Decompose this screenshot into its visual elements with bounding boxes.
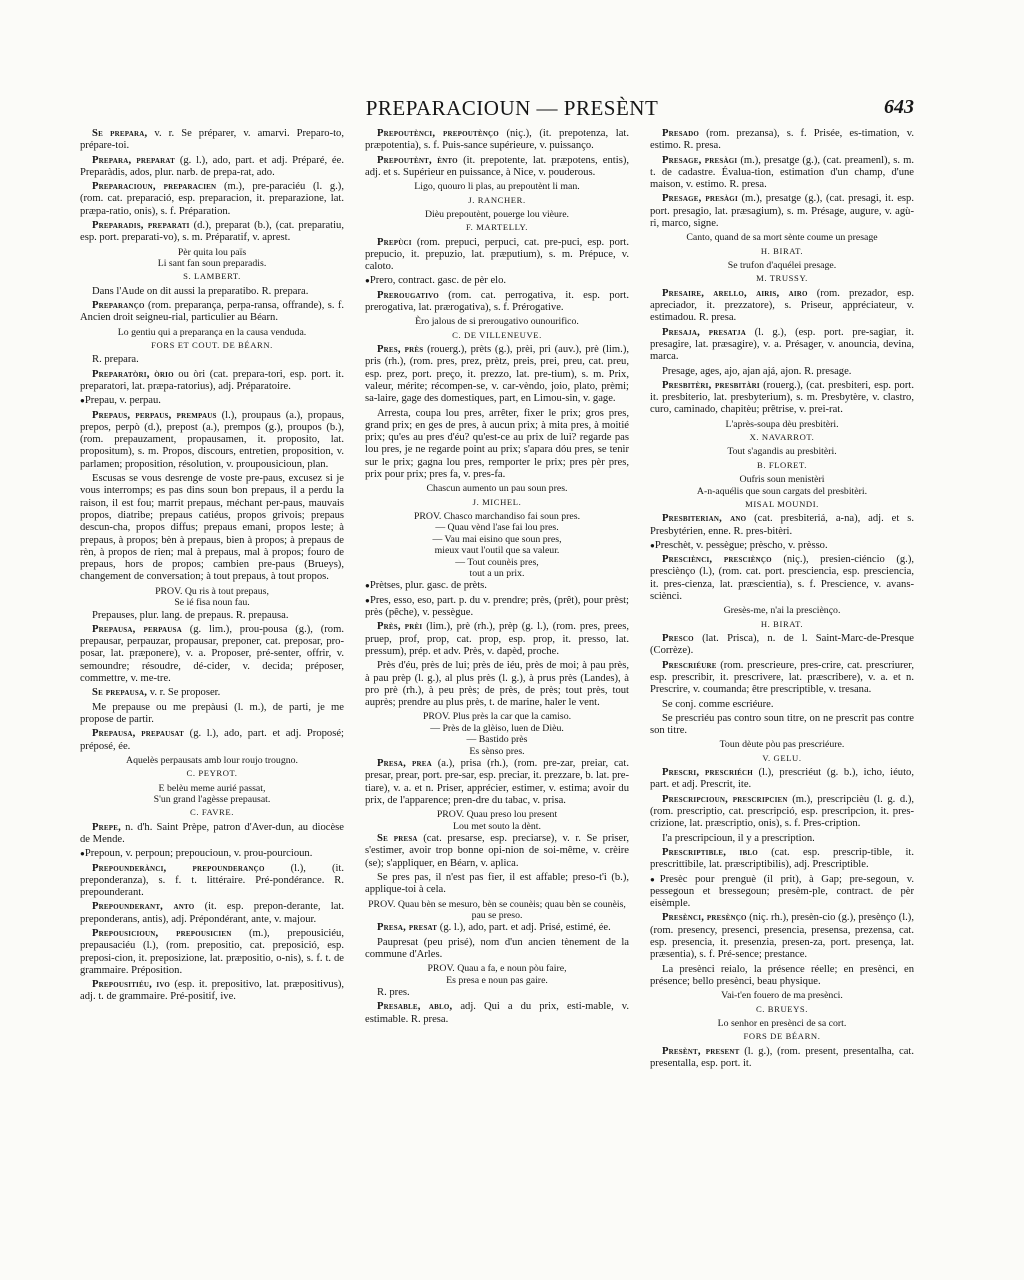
usage-paragraph: Près d'éu, près de lui; près de iéu, près de moi; à pau près, à pau prèp (l. g.), al plus près (l. g.), à prus près (Landes), à pro prè (rh.), à peu près; de près, de près; tout près, tout auprès; prendre au plus près, t. de marine, haler le vent. <box>365 660 629 709</box>
citation-quote: Tout s'agandis au presbitèri. <box>727 446 837 458</box>
citation-author: S. LAMBERT. <box>183 271 241 282</box>
entry-headword: Prepara, preparat <box>92 154 176 166</box>
entry-headword: Prepausa, prepausat <box>92 728 185 740</box>
entry-definition: (m.), prescripcièu (l. g. d.), (rom. prescriptio, cat. prescripció, esp. prescripcion, it. pres-crizione, lat. præscriptio, onis), s. f. Pres-cription. <box>650 793 914 830</box>
entry-headword: Se presa <box>377 833 418 845</box>
entry-definition: (rouerg.), (cat. presbiteri, esp. port. it. presbiterio, lat. presbyterium), s. m. Presbytère, v. clastro, curo, caminado, chapitèu; prêtrise, v. prei-rat. <box>650 379 914 416</box>
dictionary-entry <box>365 344 629 405</box>
entry-definition: (niç.), (it. prepotenza, lat. præpotentia), s. f. Puis-sance supérieure, v. puissanço. <box>365 128 629 152</box>
citation-quote: Aquelès perpausats amb lour roujo trougno. <box>126 754 298 766</box>
dictionary-entry <box>650 128 914 153</box>
usage-paragraph: Presage, ages, ajo, ajan ajá, ajon. R. presage. <box>662 365 852 377</box>
dictionary-entry <box>80 155 344 180</box>
citation-quote: PROV. Quau bèn se mesuro, bèn se counèis; quau bèn se counèis, pau se preso. <box>368 898 626 921</box>
dictionary-entry <box>650 847 914 872</box>
entry-headword: Prescripcioun, prescripcien <box>662 793 788 805</box>
entry-definition: (lat. Prisca), n. de l. Saint-Marc-de-Presque (Corrèze). <box>650 633 914 657</box>
citation-author: FORS ET COUT. DE BÉARN. <box>151 340 273 351</box>
entry-headword: Preparacioun, preparacien <box>92 181 217 193</box>
citation-author: C. FAVRE. <box>189 807 234 818</box>
citation-quote: PROV. Plus près la car que la camiso. — Près de la glèiso, luen de Dièu. — Bastido près Es sènso pres. <box>422 711 572 757</box>
entry-definition: (rom. prezador, esp. apreciador, it. prezzatore), s. Priseur, appréciateur, v. estimadou. R. presa. <box>650 287 914 324</box>
citation-quote: Èro jalous de si prerougativo ounourifico. <box>415 316 579 328</box>
entry-definition: (rom. prescrieure, pres-crire, cat. prescriurer, esp. prescribir, it. prescrivere, lat. præscribere), v. a. et n. Prescrire, v. coumanda; être prescriptible, v. tresana. <box>650 659 914 696</box>
citation-quote: PROV. Quau a fa, e noun pòu faire, Es presa e noun pas gaire. <box>427 963 567 986</box>
entry-headword: Prepounderant, anto <box>92 901 195 913</box>
citation-author: C. BRUEYS. <box>755 1003 809 1014</box>
usage-paragraph: Se prescriéu pas contro soun titre, on ne prescrit pas contre son titre. <box>650 712 914 737</box>
running-head <box>0 96 1024 120</box>
citation-quote: Pèr quita lou païs Li sant fan soun preparadis. <box>157 246 267 270</box>
citation-quote: Ligo, quouro li plas, au prepoutènt li man. <box>414 181 580 193</box>
entry-headword: Presbiterian, ano <box>662 513 747 525</box>
dictionary-entry <box>80 901 344 926</box>
dictionary-entry <box>80 728 344 753</box>
dictionary-entry <box>80 624 344 685</box>
entry-definition: (a.), prisa (rh.), (rom. pre-zar, preiar, cat. presar, prear, port. pre-sar, esp. preciar, it. prezzare, b. lat. pre-tiare), v. a. et n. Priser, apprécier, estimer, v. estima; avoir du prix, de l'apparence; pren-dre du tabac, v. prisa. <box>365 758 629 806</box>
citation-quote: Chascun aumento un pau soun pres. <box>426 483 568 495</box>
text-column-left <box>80 128 344 1218</box>
dictionary-entry <box>650 660 914 697</box>
entry-headword: Presènt, present <box>662 1045 740 1057</box>
dictionary-entry <box>80 300 344 325</box>
entry-headword: Prepoutènci, prepoutènço <box>377 128 499 139</box>
citation-quote: Oufris soun menistèri A-n-aquélis que soun cargats del presbitèri. <box>696 474 868 497</box>
entry-headword: Pres, près <box>377 344 424 356</box>
entry-headword: Presa, prea <box>377 758 432 770</box>
dictionary-entry <box>365 833 629 870</box>
entry-definition: adj. Qui a du prix, esti-mable, v. estimable. R. presa. <box>365 1001 629 1025</box>
entry-headword: Prepaus, perpaus, prempaus <box>92 409 217 421</box>
entry-definition: (l.), prescriéut (g. b.), icho, iéuto, part. et adj. Prescrit, ite. <box>650 767 914 791</box>
entry-headword: Se prepausa, <box>92 687 148 699</box>
entry-definition: (rom. cat. perrogativa, it. esp. port. prerogativa, lat. prærogativa), s. f. Prérogative. <box>365 289 629 314</box>
entry-definition: (g. l.), ado, part. et adj. Prisé, estimé, ée. <box>439 922 611 934</box>
dictionary-entry <box>80 181 344 218</box>
dictionary-entry <box>650 327 914 364</box>
entry-headword: Preparatòri, òrio <box>92 368 174 380</box>
citation-author: X. NAVARROT. <box>749 432 815 443</box>
citation-author: V. GELU. <box>762 752 802 763</box>
entry-definition: (niç.), presien-ciéncio (g.), presciènço (l.), (rom. cat. port. presciencia, esp. presciencia, it. pres-cienza, lat. præscientia), s. f. Prescience, v. avans-sciènci. <box>650 554 914 603</box>
dictionary-entry <box>650 633 914 658</box>
entry-definition: (rom. preparança, perpa-ransa, offrande), s. f. Ancien droit seigneu-rial, particulier au Béarn. <box>80 300 344 324</box>
dictionary-entry <box>365 922 629 934</box>
cross-reference-note: ● Pres, esso, eso, part. p. du v. prendre; près, (prêt), pour prèst; près (pêche), v. pessègue. <box>365 595 629 620</box>
cross-reference-note: ● Presèc pour prenguè (il prit), à Gap; pre-segoun, v. pessegoun et bressegoun; presèm-ple, contract. de pèr eisèmple. <box>650 874 914 911</box>
entry-definition: n. d'h. Saint Prèpe, patron d'Aver-dun, au diocèse de Mende. <box>80 821 344 845</box>
entry-headword: Prescriéure <box>662 659 717 671</box>
entry-definition: ou òri (cat. prepara-tori, esp. port. it. preparatori, lat. præpa-ratorius), adj. Préparatoire. <box>80 368 344 392</box>
citation-quote: Toun dèute pòu pas prescriéure. <box>719 739 845 751</box>
entry-headword: Presage, presàgi <box>662 154 738 166</box>
entry-headword: Prepe, <box>92 821 121 833</box>
entry-headword: Presage, presàgi <box>662 193 738 205</box>
entry-headword: Prepousitiéu, ivo <box>92 979 171 991</box>
citation-quote: Lo senhor en presènci de sa cort. <box>717 1017 847 1029</box>
entry-definition: (m.), pre-paraciéu (l. g.), (rom. cat. preparació, esp. preparacion, it. preparazione, lat. præpa-ratio, onis), s. f. Préparation. <box>80 181 344 217</box>
dictionary-entry <box>650 767 914 792</box>
dictionary-entry <box>650 554 914 603</box>
entry-definition: (l. g.), (rom. present, presentalha, cat. presentalla, esp. port. it. <box>650 1045 914 1069</box>
entry-headword: Presable, ablo, <box>377 1001 453 1013</box>
page-number: 643 <box>884 96 914 118</box>
cross-reference-note: ● Preschèt, v. pessègue; prèscho, v. prèsso. <box>650 540 914 552</box>
dictionary-entry <box>365 758 629 807</box>
citation-author: J. MICHEL. <box>472 496 522 507</box>
entry-headword: Presco <box>662 633 694 645</box>
citation-author: F. MARTELLY. <box>465 222 529 233</box>
usage-paragraph: R. prepara. <box>92 354 139 366</box>
entry-definition: (it. prepotente, lat. præpotens, entis), adj. et s. Supérieur en puissance, à Nice, v. pouderous. <box>365 154 629 178</box>
entry-definition: (l. g.), (esp. port. pre-sagiar, it. presagire, lat. præsagire), v. a. Présager, v. anouncia, devina, marca. <box>650 326 914 363</box>
entry-headword: Prepùci <box>377 236 412 248</box>
dictionary-entry <box>650 193 914 230</box>
entry-definition: (g. l.), ado, part. et adj. Proposé; préposé, ée. <box>80 728 344 752</box>
dictionary-entry <box>365 237 629 274</box>
dictionary-entry <box>80 863 344 900</box>
usage-paragraph: Escusas se vous desrenge de voste pre-paus, excusez si je vous interromps; es pas dins soun bon prepaus, il a perdu la raison, il est fou; marrit prepaus, méchant per-paus, mauvais propos, diatribe; prepaus catiéus, propos grivois; prepaus descun-cha, propos diffus; prepaus emani, propos leste; à prepaus, à propos; bèn à prepaus, bien à propos; à prepaus de rèn, à propos de rien; mal à prepaus, mal à propos; fouro de prepaus, hors de propos; cambien pre-paus (Brueys), changement de conversation; à tout prepaus, à tout propos. <box>80 473 344 583</box>
dictionary-entry <box>650 380 914 417</box>
dictionary-entry <box>80 369 344 394</box>
entry-headword: Preparanço <box>92 300 145 312</box>
page-title: PREPARACIOUN — PRESÈNT <box>365 96 659 120</box>
usage-paragraph: I'a prescripcioun, il y a prescription. <box>662 832 815 844</box>
dictionary-entry <box>650 1046 914 1071</box>
entry-definition: (niç. rh.), presèn-cio (g.), presènço (l.), (rom. presency, presenci, presencia, presensa, prezensa, cat. esp. presencia, it. presenzia, presen-za, port. presença, lat. præsentia), s. f. Pré-sence; prestance. <box>650 912 914 961</box>
citation-quote: Dièu prepoutènt, pouerge lou vièure. <box>424 208 569 220</box>
entry-headword: Prescri, prescriéch <box>662 767 753 779</box>
entry-definition: (rom. prezansa), s. f. Prisée, es-timation, v. estimo. R. presa. <box>650 128 914 152</box>
usage-paragraph: Prepauses, plur. lang. de prepaus. R. prepausa. <box>92 609 289 621</box>
text-column-right <box>650 128 914 1218</box>
usage-paragraph: Me prepause ou me prepàusi (l. m.), de parti, je me propose de partir. <box>80 701 344 725</box>
entry-definition: (esp. it. prepositivo, lat. præpositivus), adj. t. de grammaire. Pré-positif, ive. <box>80 979 344 1003</box>
citation-author: H. BIRAT. <box>760 618 804 629</box>
entry-headword: Presbitèri, presbitàri <box>662 379 760 391</box>
dictionary-entry <box>365 128 629 153</box>
citation-author: C. PEYROT. <box>186 768 238 779</box>
cross-reference-note: ● Prepau, v. perpau. <box>80 395 344 407</box>
cross-reference-note: ● Prepoun, v. perpoun; prepoucioun, v. prou-pourcioun. <box>80 848 344 860</box>
entry-headword: Presciènci, presciènço <box>662 554 772 566</box>
citation-author: B. FLORET. <box>756 459 807 470</box>
entry-headword: Près, prèi <box>377 621 423 633</box>
entry-headword: Prescriptible, iblo <box>662 846 758 858</box>
dictionary-entry <box>80 687 344 699</box>
citation-author: C. DE VILLENEUVE. <box>452 329 542 340</box>
citation-author: H. BIRAT. <box>760 245 804 256</box>
entry-definition: (rom. prepuci, perpuci, cat. pre-puci, esp. port. prepucio, it. prepuzio, lat. præputium), s. m. Prépuce, v. caloto. <box>365 236 629 273</box>
cross-reference-note: ● Prètses, plur. gasc. de prèts. <box>365 580 629 592</box>
entry-headword: Presado <box>662 128 700 139</box>
entry-definition: (g. lim.), prou-pousa (g.), (rom. prepausar, perpauzar, propausar, preponer, cat. preposar, pro-posar, lat. præponere), v. a. Proposer, pré-senter, offrir, v. semoundre; résoudre, dé-cider, v. decida; préposer, commettre, v. me-tre. <box>80 623 344 685</box>
citation-author: M. TRUSSY. <box>756 273 808 284</box>
citation-quote: PROV. Quau preso lou present Lou met souto la dènt. <box>436 809 558 832</box>
text-column-middle <box>365 128 629 1218</box>
cross-reference-note: ● Prero, contract. gasc. de pèr elo. <box>365 275 629 287</box>
citation-quote: Gresès-me, n'ai la presciènço. <box>723 605 841 617</box>
dictionary-entry <box>650 513 914 538</box>
dictionary-entry <box>80 128 344 153</box>
dictionary-entry <box>80 928 344 977</box>
citation-author: J. RANCHER. <box>468 194 526 205</box>
entry-definition: (m.), presatge (g.), (cat. preamenl), s. m. t. de cadastre. Évalua-tion, estimation d'un champ, d'une maison, v. estimo. R. presa. <box>650 154 914 191</box>
entry-headword: Presènci, presènço <box>662 912 747 924</box>
entry-definition: (m.), presatge (g.), (cat. presagi, it. esp. port. presagio, lat. præsagium), s. m. Présage, augure, v. agù-ri, marco, signe. <box>650 193 914 230</box>
usage-paragraph: Se pres pas, il n'est pas fier, il est affable; preso-t'i (b.), applique-toi à cela. <box>365 871 629 896</box>
usage-paragraph: Paupresat (peu prisé), nom d'un ancien tènement de la commune d'Arles. <box>365 936 629 960</box>
citation-quote: Lo gentiu qui a preparança en la causa venduda. <box>117 326 307 338</box>
citation-quote: E belèu meme aurié passat, S'un grand l'agèsse prepausat. <box>153 782 271 805</box>
entry-definition: (g. l.), ado, part. et adj. Préparé, ée. Preparàdis, ados, plur. narb. de prepa-rat, ado. <box>80 154 344 178</box>
usage-paragraph: Dans l'Aude on dit aussi la preparatibo. R. prepara. <box>92 285 309 297</box>
entry-definition: (m.), prepousiciéu, prepausaciéu (l.), (rom. prepositio, cat. preposició, esp. preposi-cion, it. preposizione, lat. præpositio, o-nis), s. f. t. de grammaire. Préposition. <box>80 927 344 976</box>
dictionary-entry <box>80 979 344 1004</box>
dictionary-entry <box>650 912 914 961</box>
entry-headword: Presaja, presatja <box>662 326 747 338</box>
entry-headword: Prepausa, perpausa <box>92 623 182 635</box>
entry-definition: (cat. presbiteriá, a-na), adj. et s. Presbytérien, enne. R. pres-bitèri. <box>650 513 914 537</box>
citation-quote: PROV. Chasco marchandiso fai soun pres. — Quau vènd l'ase fai lou pres. — Vau mai eisino que soun pres, mieux vaut l'outil que sa valeur. — Tout counèis pres, tout a un prix. <box>413 511 581 580</box>
citation-author: MISAL MOUNDI. <box>745 498 819 509</box>
entry-definition: (lim.), prè (rh.), prèp (g. l.), (rom. pres, prees, pruep, prof, prop, cat. prop, esp. prop, it. presso, lat. pressum), prép. et adv. Près, v. dapèd, proche. <box>365 621 629 657</box>
citation-quote: Vai-t'en fouero de ma presènci. <box>721 990 843 1002</box>
entry-definition: (l.), (it. preponderanza), s. f. t. littéraire. Pré-pondérance. R. prepounderant. <box>80 862 344 899</box>
dictionary-entry <box>365 621 629 658</box>
entry-headword: Prepousicioun, prepousicien <box>92 927 232 939</box>
dictionary-entry <box>80 822 344 847</box>
dictionary-entry <box>365 1001 629 1026</box>
usage-paragraph: Arresta, coupa lou pres, arrêter, fixer le prix; gros pres, grand prix; en ges de pres, à aucun prix; à mita pres, à moitié prix; qu'es au pres d'éu? qu'est-ce au prix de lui? regarde pas lou pres, je ne regarde point au prix; s'apara dóu pres, se tenir sur le prix; gagna lou pres, remporter le prix; pres pèr pres, prix pour prix; pres fa, v. pres-fa. <box>365 407 629 481</box>
entry-definition: (cat. esp. prescrip-tible, it. prescrittibile, lat. præscriptibilis), adj. Prescriptible. <box>650 846 914 871</box>
dictionary-entry <box>650 794 914 831</box>
citation-author: FORS DE BÉARN. <box>743 1031 821 1042</box>
entry-headword: Presaire, arello, airis, airo <box>662 287 808 299</box>
entry-headword: Prerougativo <box>377 289 439 301</box>
usage-paragraph: R. pres. <box>377 987 410 999</box>
citation-quote: L'après-soupa dèu presbitèri. <box>725 418 839 430</box>
entry-headword: Prepounderànci, prepounderanço <box>92 862 265 874</box>
dictionary-entry <box>80 220 344 245</box>
entry-definition: v. r. Se proposer. <box>149 687 221 699</box>
usage-paragraph: Se conj. comme escriéure. <box>662 698 774 710</box>
entry-headword: Prepoutènt, ènto <box>377 154 458 166</box>
usage-paragraph: La presènci reialo, la présence réelle; en presènci, en présence; bello presènci, beau physique. <box>650 963 914 987</box>
entry-definition: (it. esp. prepon-derante, lat. preponderans, antis), adj. Prépondérant, ante, v. majour. <box>80 901 344 925</box>
entry-headword: Presa, presat <box>377 922 438 934</box>
dictionary-entry <box>650 288 914 325</box>
entry-definition: (rouerg.), prèts (g.), prèi, pri (auv.), prè (lim.), pris (rh.), (rom. pres, prez, prètz, preis, prei, preu, cat. preu, esp. prez, port. preço, it. prezzo, lat. pre-tium), s. m. Prix, valeur, mérite; récompen-se, v. car-vèndo, joio, plato, prèmi; sa-laire, gage des domestiques, part, en Limou-sin, v. gage. <box>365 344 629 405</box>
citation-quote: PROV. Qu ris à tout prepaus, Se ié fisa noun fau. <box>155 585 269 609</box>
dictionary-entry <box>650 155 914 192</box>
citation-quote: Canto, quand de sa mort sènte coume un presage <box>686 232 878 244</box>
dictionary-entry <box>365 290 629 315</box>
entry-definition: (l.), proupaus (a.), propaus, prepos, perpò (d.), prepost (a.), prempos (g.), proupos (b.), (rom. prepauzament, propausamen, it. proposito, lat. propositum), s. m. Propos, discours, entretien, proposition, v. parlamen; proposition, résolution, v. proupousicioun, plan. <box>80 409 344 470</box>
dictionary-entry <box>80 410 344 471</box>
entry-headword: Se prepara, <box>92 128 148 139</box>
entry-definition: v. r. Se préparer, v. amarvi. Preparo-to, prépare-toi. <box>80 128 344 152</box>
entry-definition: (cat. presarse, esp. preciarse), v. r. Se priser, s'estimer, avoir trop bonne opi-nion de soi-même, v. crèire (se); s'appliquer, en Béarn, v. aplica. <box>365 833 629 869</box>
dictionary-entry <box>365 155 629 180</box>
citation-quote: Se trufon d'aquélei presage. <box>727 260 837 272</box>
entry-definition: (d.), preparat (b.), (cat. preparatiu, esp. port. preparati-vo), s. m. Préparatif, v. aprest. <box>80 220 344 244</box>
entry-headword: Preparadis, preparati <box>92 220 190 232</box>
